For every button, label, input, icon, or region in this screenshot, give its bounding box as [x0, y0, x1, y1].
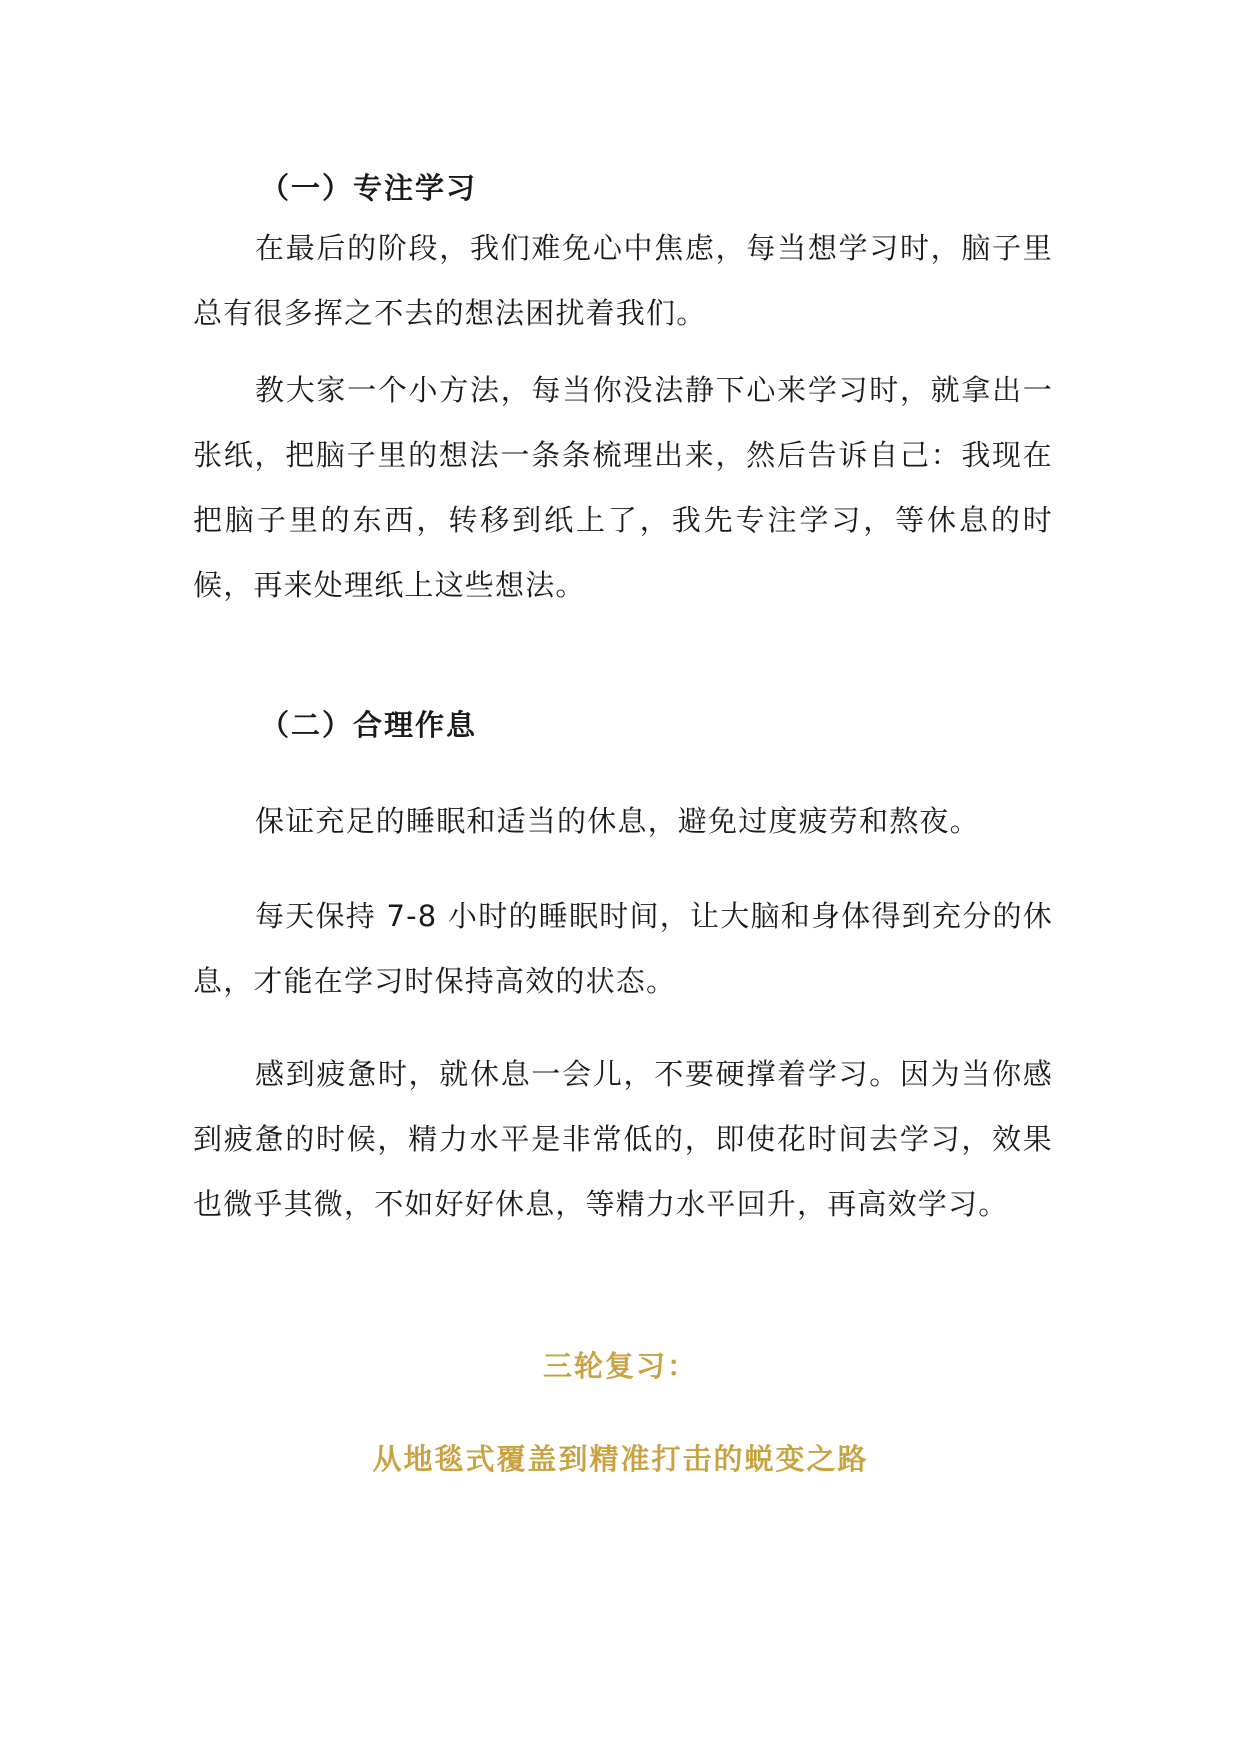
- closing-title-line1: 三轮复习：: [542, 1349, 698, 1383]
- paragraph-focus-anxiety: 在最后的阶段，我们难免心中焦虑，每当想学习时，脑子里总有很多挥之不去的想法困扰着我们。: [193, 231, 1053, 330]
- paragraph-rest-hours: 每天保持 7-8 小时的睡眠时间，让大脑和身体得到充分的休息，才能在学习时保持高效的状态。: [193, 899, 1053, 998]
- paragraph-rest-fatigue: 感到疲惫时，就休息一会儿，不要硬撑着学习。因为当你感到疲惫的时候，精力水平是非常低的，即使花时间去学习，效果也微乎其微，不如好好休息，等精力水平回升，再高效学习。: [193, 1057, 1053, 1221]
- paragraph-focus-method: 教大家一个小方法，每当你没法静下心来学习时，就拿出一张纸，把脑子里的想法一条条梳理出来，然后告诉自己：我现在把脑子里的东西，转移到纸上了，我先专注学习，等休息的时候，再来处理纸上这些想法。: [193, 373, 1053, 602]
- section-heading-focus: （一）专注学习: [260, 171, 478, 205]
- paragraph-rest-sleep: 保证充足的睡眠和适当的休息，避免过度疲劳和熬夜。: [255, 804, 980, 838]
- closing-title-line2: 从地毯式覆盖到精准打击的蜕变之路: [372, 1442, 869, 1476]
- section-heading-rest: （二）合理作息: [260, 708, 478, 742]
